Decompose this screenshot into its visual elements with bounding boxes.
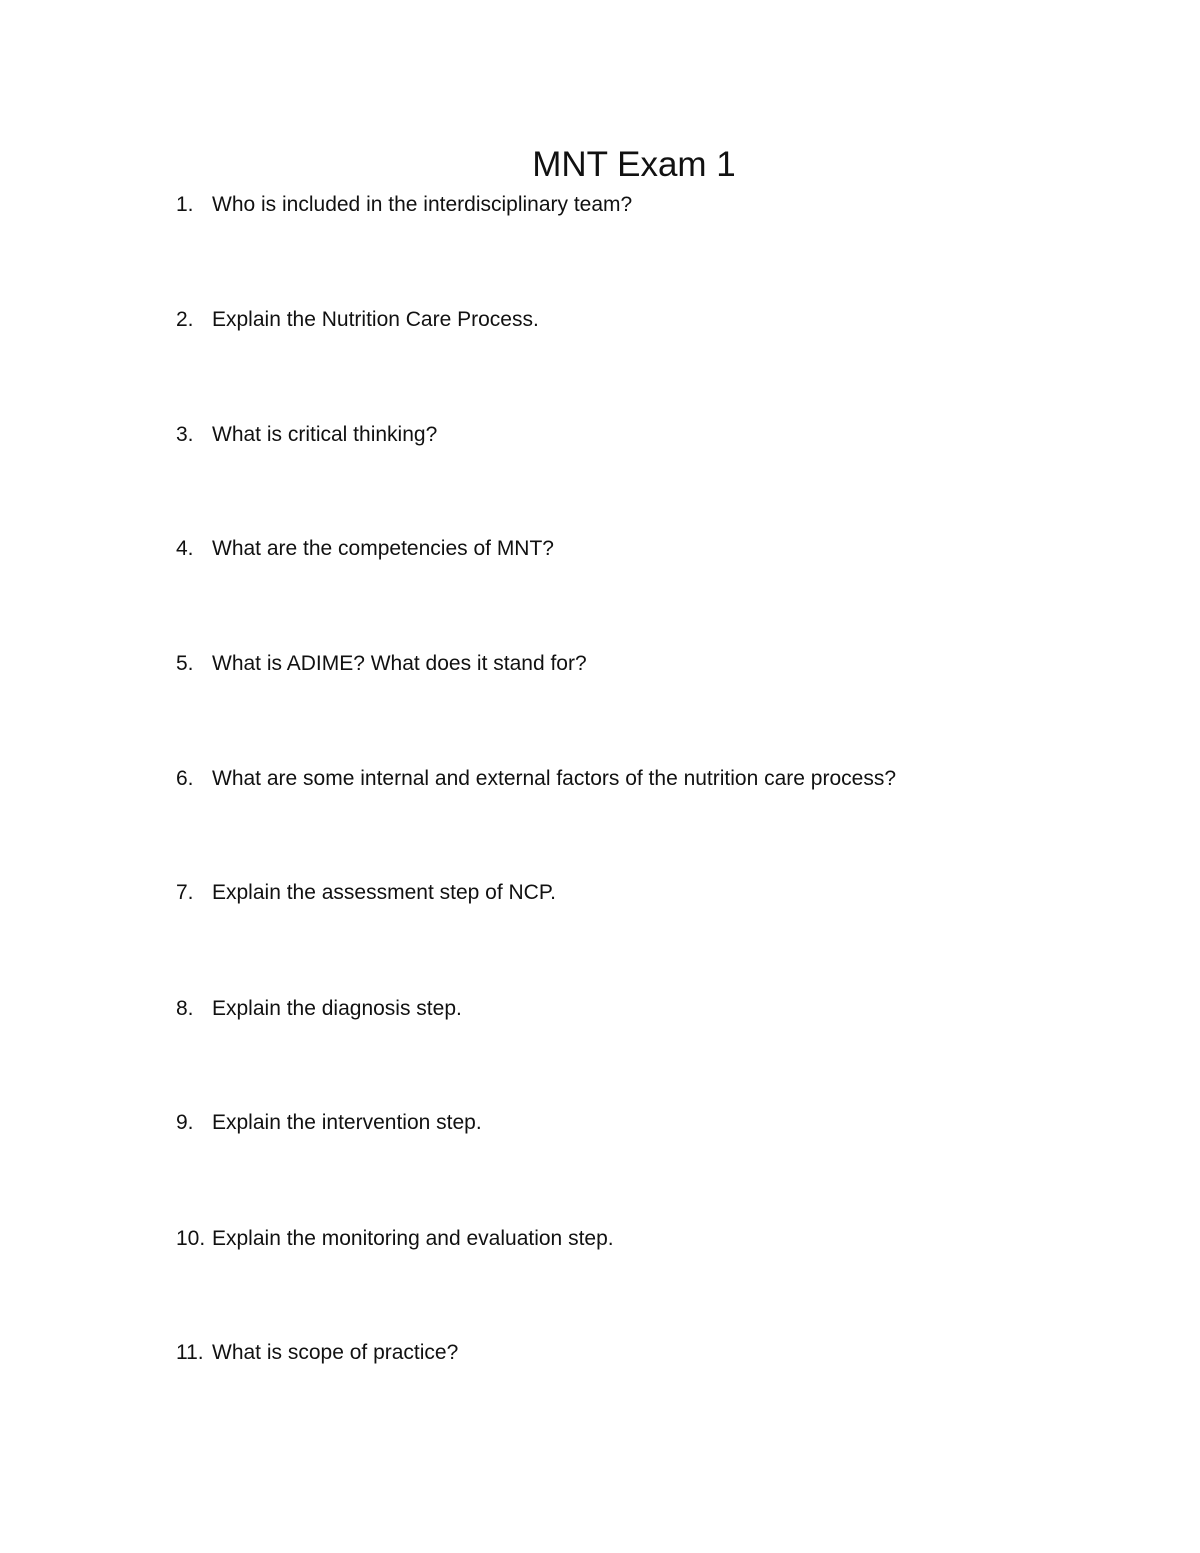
question-item [176, 534, 1136, 564]
question-text: What is critical thinking? [212, 423, 438, 446]
question-text: Who is included in the interdisciplinary team? [212, 193, 633, 216]
question-item [176, 190, 1136, 220]
question-item [176, 1108, 1136, 1138]
question-number: 6. [176, 767, 194, 790]
question-item [176, 1338, 1136, 1368]
question-text: What is ADIME? What does it stand for? [212, 652, 587, 675]
question-text: Explain the Nutrition Care Process. [212, 308, 539, 331]
question-text: What are the competencies of MNT? [212, 537, 554, 560]
question-number: 10. [176, 1227, 206, 1250]
question-item [176, 994, 1136, 1024]
question-text: Explain the assessment step of NCP. [212, 881, 556, 904]
question-number: 9. [176, 1111, 194, 1134]
question-item [176, 1224, 1136, 1254]
question-number: 1. [176, 193, 194, 216]
question-text: Explain the monitoring and evaluation step. [212, 1227, 614, 1250]
document-title: MNT Exam 1 [532, 145, 736, 184]
question-number: 11. [176, 1341, 204, 1364]
question-text: What is scope of practice? [212, 1341, 459, 1364]
question-number: 8. [176, 997, 194, 1020]
question-item [176, 764, 1136, 794]
question-number: 4. [176, 537, 194, 560]
question-number: 3. [176, 423, 194, 446]
question-text: Explain the diagnosis step. [212, 997, 462, 1020]
question-item [176, 420, 1136, 450]
question-text: What are some internal and external factors of the nutrition care process? [212, 767, 897, 790]
question-number: 5. [176, 652, 194, 675]
question-number: 7. [176, 881, 194, 904]
question-number: 2. [176, 308, 194, 331]
question-item [176, 305, 1136, 335]
question-item [176, 878, 1136, 908]
question-item [176, 649, 1136, 679]
question-text: Explain the intervention step. [212, 1111, 482, 1134]
